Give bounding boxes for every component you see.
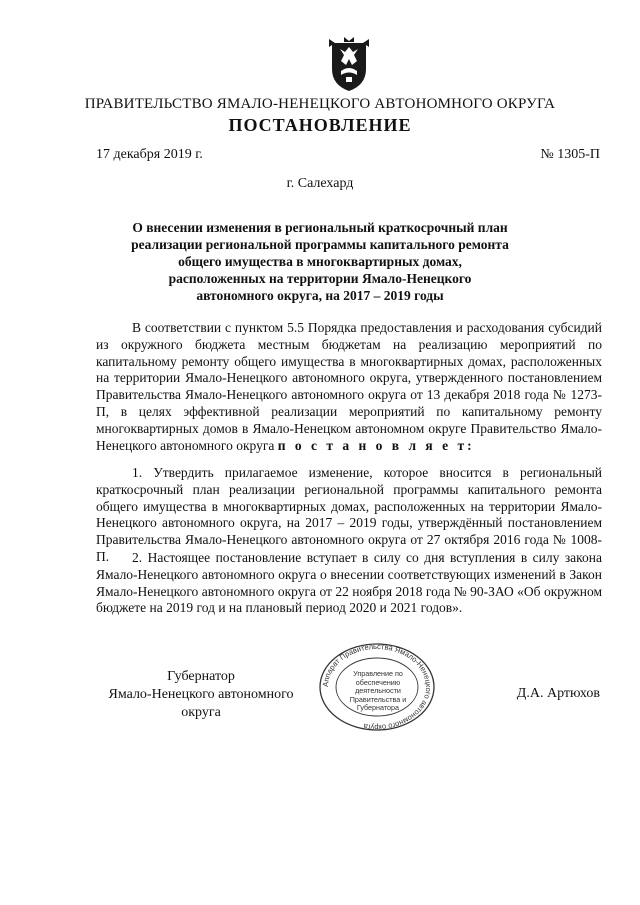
- document-title: О внесении изменения в региональный краткосрочный план реализации региональной программы капитального ремонта общего имущества в многоквартирных домах, расположенных на территории Ямало-Ненецкого автономного округа, на 2017 – 2019 годы: [131, 220, 509, 303]
- signatory-title-line2: Ямало-Ненецкого автономного округа: [108, 687, 294, 720]
- signatory-title: [96, 668, 306, 722]
- stamp-ring-text: Аппарат Правительства Ямало-Ненецкого автономного округа: [320, 642, 434, 732]
- item-1-paragraph: 1. Утвердить прилагаемое изменение, которое вносится в региональный краткосрочный план реализации региональной программы капитального ремонта общего имущества в многоквартирных домах, расположенных на территории Ямало-Ненецкого автономного округа, на 2017 – 2019 годы, утверждённый постановлением Правительства Ямало-Ненецкого автономного округа от 27 октября 2016 года № 1008-П.: [96, 465, 602, 564]
- government-name: ПРАВИТЕЛЬСТВО ЯМАЛО-НЕНЕЦКОГО АВТОНОМНОГО ОКРУГА: [84, 96, 556, 112]
- yamal-coat-of-arms-icon: [326, 35, 372, 93]
- intro-text: В соответствии с пунктом 5.5 Порядка предоставления и расходования субсидий из окружного бюджета местным бюджетам на реализацию мероприятий по капитальному ремонту общего имущества в многоквартирных домах, расположенных на территории Ямало-Ненецкого автономного округа, утвержденного постановлением Правительства Ямало-Ненецкого автономного округа от 13 декабря 2018 года № 1273-П, в целях эффективной реализации мероприятий по капитальному ремонту многоквартирных домов в Ямало-Ненецком автономном округе Правительство Ямало-Ненецкого автономного округа: [96, 320, 602, 453]
- decree-word: п о с т а н о в л я е т:: [277, 437, 475, 453]
- document-city: г. Салехард: [286, 176, 354, 191]
- signatory-name: Д.А. Артюхов: [516, 686, 600, 701]
- document-date: 17 декабря 2019 г.: [96, 147, 203, 162]
- signatory-title-line1: Губернатор: [167, 669, 235, 684]
- item-2-paragraph: 2. Настоящее постановление вступает в силу со дня вступления в силу закона Ямало-Ненецкого автономного округа о внесении соответствующих изменений в Закон Ямало-Ненецкого автономного округа от 22 ноября 2018 года № 90-ЗАО «Об окружном бюджете на 2019 год и на плановый период 2020 и 2021 годов».: [96, 550, 602, 616]
- document-kind: ПОСТАНОВЛЕНИЕ: [228, 115, 412, 135]
- stamp-center-text: Управление по обеспечению деятельности Правительства и Губернатора: [349, 669, 407, 713]
- intro-paragraph: [96, 320, 602, 454]
- document-number: № 1305-П: [540, 147, 600, 162]
